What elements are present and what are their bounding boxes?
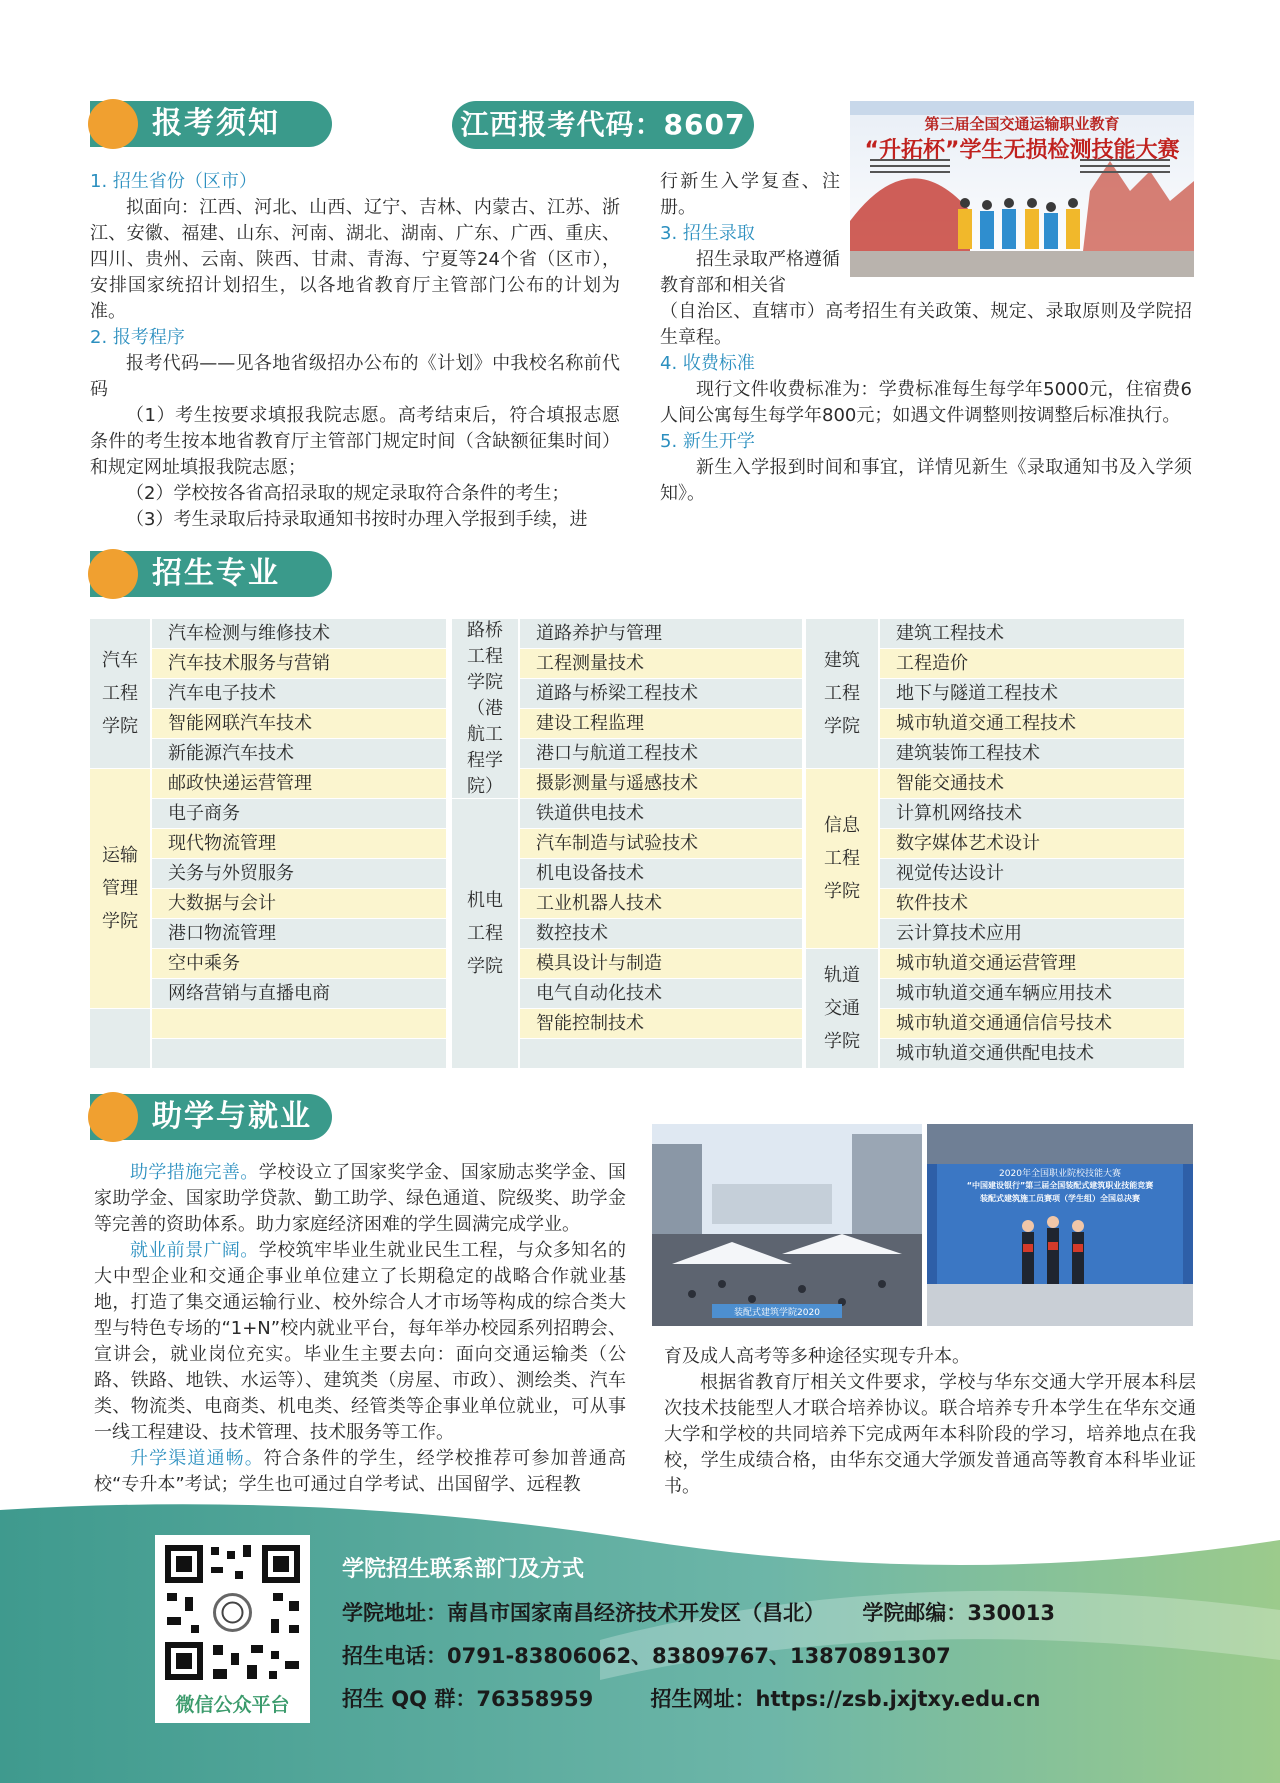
paragraph — [94, 1238, 626, 1446]
qq-label: 招生 QQ 群： — [342, 1687, 477, 1711]
paragraph: （2）学校按各省高招录取的规定录取符合条件的考生； — [126, 483, 570, 504]
major-cell: 港口物流管理 — [152, 919, 446, 948]
section1-right-text — [660, 299, 1192, 507]
paragraph: 3. 招生录取 — [660, 223, 755, 244]
major-cell: 关务与外贸服务 — [152, 859, 446, 888]
major-cell: 工业机器人技术 — [520, 889, 802, 918]
web-link[interactable]: https://zsb.jxjtxy.edu.cn — [755, 1687, 1041, 1711]
major-cell: 建设工程监理 — [520, 709, 802, 738]
paragraph: 报考代码——见各地省级招办公布的《计划》中我校名称前代码 — [90, 353, 620, 400]
award-photo-text1: 2020年全国职业院校技能大赛 — [999, 1169, 1121, 1179]
phone-value[interactable]: 0791-83806062、83809767、13870891307 — [447, 1644, 951, 1668]
major-cell: 道路与桥梁工程技术 — [520, 679, 802, 708]
major-cell — [520, 1039, 802, 1068]
phone-label: 招生电话： — [342, 1644, 447, 1668]
paragraph: （3）考生录取后持录取通知书按时办理入学报到手续，进 — [126, 509, 588, 530]
major-cell: 建筑工程技术 — [880, 619, 1184, 648]
section3-left-text — [94, 1160, 626, 1498]
major-cell: 电子商务 — [152, 799, 446, 828]
college-name-cell — [452, 619, 518, 798]
major-cell: 机电设备技术 — [520, 859, 802, 888]
orange-dot-icon — [88, 549, 138, 599]
paragraph: 拟面向：江西、河北、山西、辽宁、吉林、内蒙古、江苏、浙江、安徽、福建、山东、河南、湖北、湖南、广东、广西、重庆、四川、贵州、云南、陕西、甘肃、青海、宁夏等24个省（区市），安排国家统招计划招生，以各地省教育厅主管部门公布的计划为准。 — [90, 197, 620, 322]
major-cell: 城市轨道交通工程技术 — [880, 709, 1184, 738]
major-cell: 电气自动化技术 — [520, 979, 802, 1008]
orange-dot-icon — [88, 1092, 138, 1142]
college-name: 运输 管理 学院 — [102, 845, 138, 932]
college-name-cell — [90, 1009, 150, 1068]
paragraph: 5. 新生开学 — [660, 431, 755, 452]
section3-right-text — [664, 1344, 1196, 1500]
section-banner-admission — [90, 101, 332, 147]
major-cell: 道路养护与管理 — [520, 619, 802, 648]
paragraph: 根据省教育厅相关文件要求，学校与华东交通大学开展本科层次技术技能型人才联合培养协议。联合培养专升本学生在华东交通大学和学校的共同培养下完成两年本科阶段的学习，培养地点在我校，学生成绩合格，由华东交通大学颁发普通高等教育本科毕业证书。 — [664, 1372, 1196, 1497]
banner-title: 报考须知 — [152, 106, 280, 141]
major-cell: 邮政快递运营管理 — [152, 769, 446, 798]
section1-right-top-text — [660, 169, 840, 299]
paragraph: 现行文件收费标准为：学费标准每生每学年5000元，住宿费6人间公寓每生每学年800元；如遇文件调整则按调整后标准执行。 — [660, 379, 1192, 426]
contest-photo — [850, 101, 1194, 277]
orange-dot-icon — [88, 99, 138, 149]
major-cell: 新能源汽车技术 — [152, 739, 446, 768]
major-cell: 数字媒体艺术设计 — [880, 829, 1184, 858]
job-fair-photo — [652, 1124, 922, 1326]
major-cell — [152, 1009, 446, 1038]
postcode-value: 330013 — [967, 1601, 1055, 1625]
paragraph: 2. 报考程序 — [90, 327, 185, 348]
major-cell: 智能网联汽车技术 — [152, 709, 446, 738]
paragraph: 招生录取严格遵循教育部和相关省 — [660, 249, 840, 296]
major-cell: 云计算技术应用 — [880, 919, 1184, 948]
major-cell: 现代物流管理 — [152, 829, 446, 858]
major-cell: 铁道供电技术 — [520, 799, 802, 828]
paragraph: 1. 招生省份（区市） — [90, 171, 257, 192]
section1-left-text — [90, 169, 620, 533]
major-cell: 视觉传达设计 — [880, 859, 1184, 888]
section-banner-majors — [90, 551, 332, 597]
paragraph-lead: 助学措施完善。 — [130, 1162, 259, 1183]
major-cell: 城市轨道交通运营管理 — [880, 949, 1184, 978]
college-name: 建筑 工程 学院 — [824, 650, 860, 737]
award-photo — [927, 1124, 1193, 1326]
award-image — [927, 1124, 1193, 1326]
college-name: 信息 工程 学院 — [824, 815, 860, 902]
college-name-cell — [452, 799, 518, 1068]
paragraph — [94, 1446, 626, 1498]
college-name: 机电 工程 学院 — [467, 890, 503, 977]
major-cell: 城市轨道交通通信信号技术 — [880, 1009, 1184, 1038]
major-cell: 汽车电子技术 — [152, 679, 446, 708]
qr-code-box[interactable] — [155, 1535, 310, 1723]
college-name: 路桥 工程 学院 （港 航工 程学 院） — [467, 619, 503, 797]
college-name-cell — [806, 769, 878, 948]
phone-row — [342, 1640, 951, 1670]
paragraph: 行新生入学复查、注册。 — [660, 171, 840, 218]
contest-photo-title1: 第三届全国交通运输职业教育 — [924, 115, 1120, 133]
paragraph-lead: 就业前景广阔。 — [130, 1240, 259, 1261]
contest-photo-title2: “升拓杯”学生无损检测技能大赛 — [864, 138, 1180, 163]
major-cell: 数控技术 — [520, 919, 802, 948]
paragraph-lead: 升学渠道通畅。 — [130, 1448, 264, 1469]
paragraph-body: 学校设立了国家奖学金、国家励志奖学金、国家助学金、国家助学贷款、勤工助学、绿色通道、院级奖、助学金等完善的资助体系。助力家庭经济困难的学生圆满完成学业。 — [94, 1162, 627, 1235]
contact-heading: 学院招生联系部门及方式 — [342, 1557, 585, 1582]
qq-web-row — [342, 1683, 1040, 1713]
college-name-cell — [806, 949, 878, 1068]
section-banner-aid-employment — [90, 1094, 332, 1140]
paragraph: （自治区、直辖市）高考招生有关政策、规定、录取原则及学院招生章程。 — [660, 301, 1192, 348]
college-name: 轨道 交通 学院 — [824, 965, 860, 1052]
major-cell: 汽车制造与试验技术 — [520, 829, 802, 858]
major-cell: 智能控制技术 — [520, 1009, 802, 1038]
major-cell: 软件技术 — [880, 889, 1184, 918]
award-photo-text2: “中国建设银行”第三届全国装配式建筑职业技能竞赛 — [966, 1181, 1154, 1190]
address-value: 南昌市国家南昌经济技术开发区（昌北） — [447, 1601, 825, 1625]
major-cell: 港口与航道工程技术 — [520, 739, 802, 768]
postcode-label: 学院邮编： — [862, 1601, 968, 1625]
paragraph: 新生入学报到时间和事宜，详情见新生《录取通知书及入学须知》。 — [660, 457, 1192, 504]
college-name-cell — [90, 769, 150, 1008]
major-cell: 汽车技术服务与营销 — [152, 649, 446, 678]
major-cell: 建筑装饰工程技术 — [880, 739, 1184, 768]
college-name: 汽车 工程 学院 — [102, 650, 138, 737]
major-cell: 网络营销与直播电商 — [152, 979, 446, 1008]
exam-code-pill: 江西报考代码：8607 — [452, 101, 754, 149]
paragraph-body: 学校筑牢毕业生就业民生工程，与众多知名的大中型企业和交通企事业单位建立了长期稳定的战略合作就业基地，打造了集交通运输行业、校外综合人才市场等构成的综合类大型与特色专场的“1+N”校内就业平台，每年举办校园系列招聘会、宣讲会，就业岗位充实。毕业生主要去向：面向交通运输类（公路、铁路、地铁、水运等）、建筑类（房屋、市政）、测绘类、汽车类、物流类、电商类、机电类、经管类等企事业单位就业，可从事一线工程建设、技术管理、技术服务等工作。 — [94, 1240, 627, 1443]
job-fair-sign: 装配式建筑学院2020 — [734, 1308, 820, 1318]
major-cell: 城市轨道交通供配电技术 — [880, 1039, 1184, 1068]
majors-table — [90, 619, 1190, 1069]
address-label: 学院地址： — [342, 1601, 447, 1625]
paragraph — [94, 1160, 626, 1238]
award-photo-text3: 装配式建筑施工员赛项（学生组）全国总决赛 — [980, 1194, 1140, 1203]
qr-label: 微信公众平台 — [175, 1694, 290, 1716]
college-name-cell — [90, 619, 150, 768]
major-cell: 地下与隧道工程技术 — [880, 679, 1184, 708]
major-cell: 空中乘务 — [152, 949, 446, 978]
major-cell: 城市轨道交通车辆应用技术 — [880, 979, 1184, 1008]
paragraph: （1）考生按要求填报我院志愿。高考结束后，符合填报志愿条件的考生按本地省教育厅主管部门规定时间（含缺额征集时间）和规定网址填报我院志愿； — [90, 405, 620, 478]
qr-code-icon — [161, 1541, 304, 1684]
college-name-cell — [806, 619, 878, 768]
paragraph-body: 符合条件的学生，经学校推荐可参加普通高校“专升本”考试；学生也可通过自学考试、出国留学、远程教 — [94, 1448, 627, 1495]
major-cell: 工程造价 — [880, 649, 1184, 678]
banner-title: 助学与就业 — [152, 1099, 312, 1134]
major-cell: 大数据与会计 — [152, 889, 446, 918]
address-row — [342, 1597, 1055, 1627]
major-cell — [152, 1039, 446, 1068]
job-fair-image — [652, 1124, 922, 1326]
major-cell: 计算机网络技术 — [880, 799, 1184, 828]
paragraph: 育及成人高考等多种途径实现专升本。 — [664, 1346, 970, 1367]
major-cell: 智能交通技术 — [880, 769, 1184, 798]
major-cell: 汽车检测与维修技术 — [152, 619, 446, 648]
banner-title: 招生专业 — [152, 556, 280, 591]
paragraph: 4. 收费标准 — [660, 353, 755, 374]
qq-value[interactable]: 76358959 — [476, 1687, 594, 1711]
major-cell: 摄影测量与遥感技术 — [520, 769, 802, 798]
major-cell: 模具设计与制造 — [520, 949, 802, 978]
major-cell: 工程测量技术 — [520, 649, 802, 678]
web-label: 招生网址： — [650, 1687, 756, 1711]
